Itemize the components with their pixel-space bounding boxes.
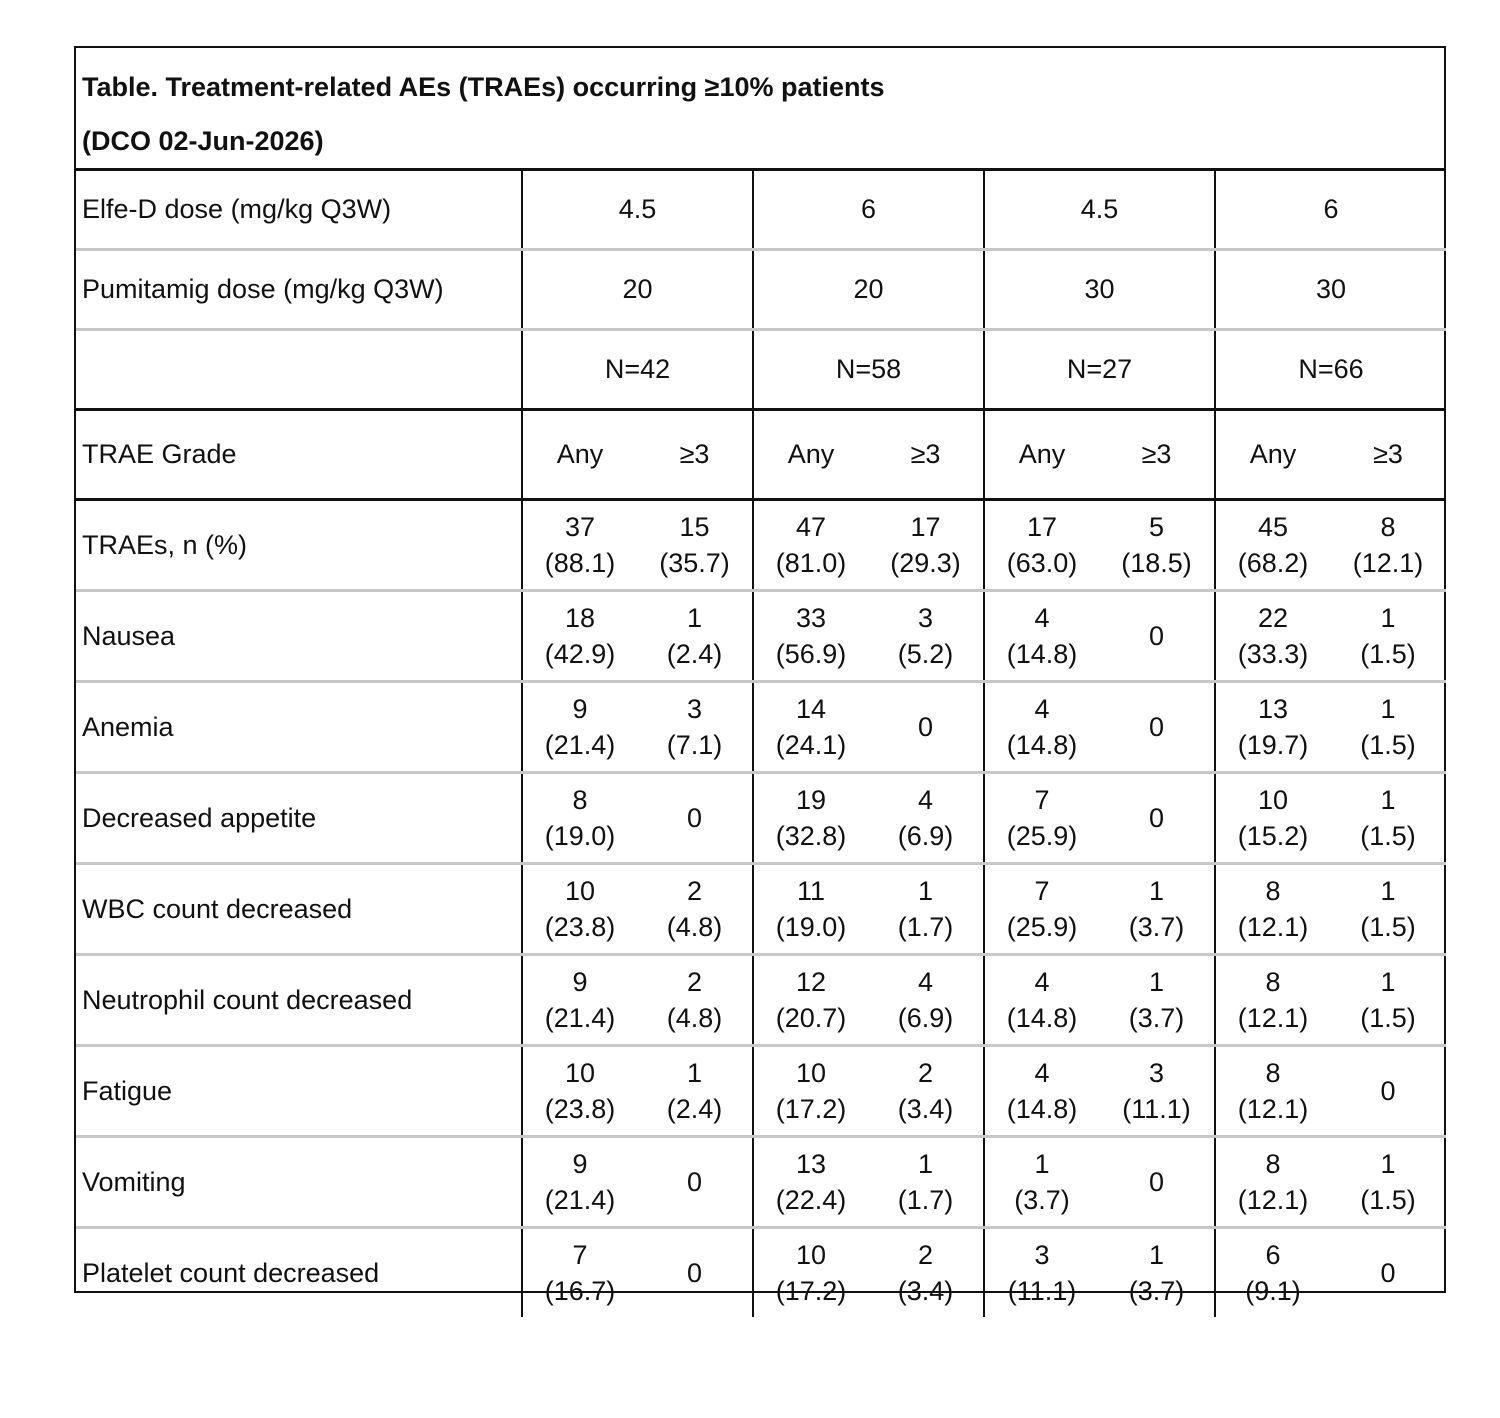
data-cell <box>868 864 984 955</box>
data-cell <box>1330 773 1446 864</box>
row-label: TRAEs, n (%) <box>76 500 522 591</box>
cell-count: 10 <box>564 1058 596 1088</box>
cell-count: 4 <box>1034 1058 1050 1088</box>
cell-count: 1 <box>917 876 934 906</box>
cell-count: 15 <box>679 512 710 542</box>
data-cell <box>522 500 637 591</box>
cell-count: 0 <box>686 1258 703 1288</box>
pumitamig-dose-1: 20 <box>522 250 753 330</box>
cell-count: 8 <box>1265 1149 1281 1179</box>
row-label: Vomiting <box>76 1137 522 1228</box>
data-cell <box>1099 591 1215 682</box>
data-cell <box>984 1228 1099 1318</box>
data-cell <box>1215 1137 1330 1228</box>
cell-percent: (6.9) <box>897 1003 954 1033</box>
data-cell <box>522 773 637 864</box>
data-cell <box>868 1228 984 1318</box>
cell-count: 0 <box>1148 712 1165 742</box>
cell-count: 1 <box>686 603 703 633</box>
cell-count: 11 <box>796 876 826 906</box>
data-cell <box>1215 1046 1330 1137</box>
n-value-2: N=58 <box>753 330 984 410</box>
table-row <box>76 682 1446 773</box>
data-cell <box>753 1228 868 1318</box>
data-cell <box>753 864 868 955</box>
grade-any: Any <box>522 410 637 500</box>
data-cell <box>1215 682 1330 773</box>
cell-percent: (11.1) <box>1122 1094 1191 1124</box>
cell-percent: (14.8) <box>1006 639 1078 669</box>
row-label: Nausea <box>76 591 522 682</box>
data-cell <box>637 591 753 682</box>
cell-count: 6 <box>1265 1240 1281 1270</box>
data-cell <box>984 955 1099 1046</box>
cell-count: 1 <box>1148 876 1165 906</box>
data-cell <box>1215 500 1330 591</box>
cell-percent: (12.1) <box>1237 1094 1309 1124</box>
cell-count: 1 <box>1380 967 1396 997</box>
cell-percent: (33.3) <box>1237 639 1309 669</box>
cell-count: 0 <box>1380 1076 1396 1106</box>
cell-percent: (3.7) <box>1128 1003 1185 1033</box>
cell-percent: (1.5) <box>1360 912 1416 942</box>
cell-percent: (1.5) <box>1360 730 1416 760</box>
table-row <box>76 864 1446 955</box>
cell-count: 1 <box>917 1149 934 1179</box>
data-cell <box>868 500 984 591</box>
cell-percent: (1.7) <box>897 912 954 942</box>
n-value-1: N=42 <box>522 330 753 410</box>
cell-percent: (11.1) <box>1007 1276 1077 1306</box>
data-cell <box>1099 1137 1215 1228</box>
cell-count: 4 <box>1034 967 1050 997</box>
data-cell <box>753 1137 868 1228</box>
cell-count: 47 <box>795 512 827 542</box>
cell-count: 7 <box>1034 785 1050 815</box>
cell-percent: (7.1) <box>666 730 723 760</box>
cell-count: 2 <box>917 1058 934 1088</box>
data-cell <box>1099 955 1215 1046</box>
data-cell <box>868 773 984 864</box>
cell-count: 10 <box>564 876 596 906</box>
cell-count: 0 <box>917 712 934 742</box>
cell-count: 7 <box>572 1240 588 1270</box>
cell-count: 1 <box>686 1058 703 1088</box>
n-value-4: N=66 <box>1215 330 1446 410</box>
table-row <box>76 1046 1446 1137</box>
elfe-dose-2: 6 <box>753 170 984 250</box>
data-cell <box>753 500 868 591</box>
row-label: Neutrophil count decreased <box>76 955 522 1046</box>
cell-count: 4 <box>917 967 934 997</box>
data-cell <box>753 773 868 864</box>
cell-count: 8 <box>572 785 588 815</box>
cell-percent: (14.8) <box>1006 1094 1078 1124</box>
data-cell <box>1330 682 1446 773</box>
cell-percent: (1.7) <box>897 1185 954 1215</box>
cell-count: 12 <box>795 967 827 997</box>
data-cell <box>753 1046 868 1137</box>
data-cell <box>522 1137 637 1228</box>
data-cell <box>637 1137 753 1228</box>
cell-percent: (1.5) <box>1360 821 1416 851</box>
elfe-dose-3: 4.5 <box>984 170 1215 250</box>
n-value-3: N=27 <box>984 330 1215 410</box>
cell-count: 1 <box>1380 694 1396 724</box>
cell-count: 10 <box>795 1240 827 1270</box>
cell-count: 14 <box>795 694 827 724</box>
data-cell <box>522 591 637 682</box>
cell-count: 19 <box>795 785 827 815</box>
title-line-2: (DCO 02-Jun-2026) <box>82 126 324 156</box>
cell-count: 1 <box>1380 785 1396 815</box>
cell-percent: (14.8) <box>1006 730 1078 760</box>
data-cell <box>522 682 637 773</box>
data-cell <box>984 1046 1099 1137</box>
pumitamig-dose-2: 20 <box>753 250 984 330</box>
grade-ge3: ≥3 <box>1099 410 1215 500</box>
cell-count: 0 <box>1148 803 1165 833</box>
cell-count: 2 <box>917 1240 934 1270</box>
cell-percent: (16.7) <box>544 1276 616 1306</box>
cell-count: 2 <box>686 876 703 906</box>
data-cell <box>753 955 868 1046</box>
trae-table-frame <box>74 46 1446 1306</box>
table-row <box>76 500 1446 591</box>
cell-percent: (3.4) <box>897 1276 954 1306</box>
data-cell <box>1099 864 1215 955</box>
cell-count: 7 <box>1034 876 1050 906</box>
cell-percent: (6.9) <box>897 821 954 851</box>
cell-percent: (68.2) <box>1237 548 1309 578</box>
cell-percent: (1.5) <box>1360 1003 1416 1033</box>
data-cell <box>637 1228 753 1318</box>
cell-percent: (42.9) <box>544 639 616 669</box>
row-label: Platelet count decreased <box>76 1228 522 1318</box>
table-row <box>76 591 1446 682</box>
cell-percent: (19.0) <box>544 821 616 851</box>
data-cell <box>984 591 1099 682</box>
data-cell <box>1330 1228 1446 1318</box>
cell-percent: (20.7) <box>775 1003 847 1033</box>
cell-count: 8 <box>1265 1058 1281 1088</box>
data-cell <box>1330 1137 1446 1228</box>
elfe-dose-1: 4.5 <box>522 170 753 250</box>
cell-count: 1 <box>1148 1240 1165 1270</box>
grade-any: Any <box>753 410 868 500</box>
data-cell <box>522 1228 637 1318</box>
cell-count: 8 <box>1265 876 1281 906</box>
table-title <box>76 48 1446 170</box>
cell-percent: (17.2) <box>775 1094 847 1124</box>
data-cell <box>522 1046 637 1137</box>
data-cell <box>1330 955 1446 1046</box>
cell-percent: (81.0) <box>775 548 847 578</box>
cell-count: 9 <box>572 967 588 997</box>
cell-percent: (4.8) <box>666 1003 723 1033</box>
cell-percent: (23.8) <box>544 912 616 942</box>
data-cell <box>984 1137 1099 1228</box>
data-cell <box>637 955 753 1046</box>
cell-percent: (24.1) <box>775 730 847 760</box>
data-cell <box>522 955 637 1046</box>
cell-count: 45 <box>1257 512 1289 542</box>
data-cell <box>868 1137 984 1228</box>
cell-percent: (3.7) <box>1128 1276 1185 1306</box>
data-cell <box>984 500 1099 591</box>
grade-ge3: ≥3 <box>637 410 753 500</box>
cell-count: 17 <box>1026 512 1058 542</box>
cell-count: 22 <box>1257 603 1289 633</box>
data-cell <box>1330 500 1446 591</box>
cell-count: 3 <box>1148 1058 1165 1088</box>
cell-percent: (32.8) <box>775 821 847 851</box>
data-cell <box>1330 864 1446 955</box>
data-cell <box>984 864 1099 955</box>
title-line-1: Table. Treatment-related AEs (TRAEs) occurring ≥10% patients <box>82 72 885 102</box>
elfe-dose-4: 6 <box>1215 170 1446 250</box>
cell-percent: (29.3) <box>890 548 961 578</box>
data-cell <box>1330 591 1446 682</box>
trae-grade-label: TRAE Grade <box>76 410 522 500</box>
cell-count: 13 <box>795 1149 827 1179</box>
cell-count: 1 <box>1380 603 1396 633</box>
elfe-dose-label: Elfe-D dose (mg/kg Q3W) <box>76 170 522 250</box>
cell-percent: (25.9) <box>1006 821 1078 851</box>
data-cell <box>868 1046 984 1137</box>
cell-count: 8 <box>1265 967 1281 997</box>
data-cell <box>1215 864 1330 955</box>
grade-any: Any <box>1215 410 1330 500</box>
cell-percent: (5.2) <box>897 639 954 669</box>
trae-table <box>76 48 1446 1317</box>
cell-count: 3 <box>1034 1240 1050 1270</box>
cell-percent: (63.0) <box>1006 548 1078 578</box>
cell-percent: (21.4) <box>544 730 616 760</box>
cell-percent: (3.4) <box>897 1094 954 1124</box>
data-cell <box>1099 773 1215 864</box>
data-cell <box>868 955 984 1046</box>
cell-count: 18 <box>564 603 596 633</box>
table-row <box>76 773 1446 864</box>
data-cell <box>1215 1228 1330 1318</box>
data-cell <box>868 682 984 773</box>
data-cell <box>637 682 753 773</box>
cell-percent: (12.1) <box>1237 1185 1309 1215</box>
row-label: WBC count decreased <box>76 864 522 955</box>
cell-percent: (1.5) <box>1360 639 1416 669</box>
cell-percent: (12.1) <box>1237 1003 1309 1033</box>
cell-percent: (19.0) <box>775 912 847 942</box>
data-cell <box>753 682 868 773</box>
cell-count: 1 <box>1380 1149 1396 1179</box>
cell-percent: (23.8) <box>544 1094 616 1124</box>
cell-count: 4 <box>917 785 934 815</box>
data-cell <box>637 864 753 955</box>
cell-count: 0 <box>686 1167 703 1197</box>
cell-count: 33 <box>795 603 827 633</box>
cell-percent: (14.8) <box>1006 1003 1078 1033</box>
grade-ge3: ≥3 <box>868 410 984 500</box>
cell-count: 5 <box>1148 512 1165 542</box>
cell-count: 4 <box>1034 694 1050 724</box>
cell-percent: (88.1) <box>544 548 616 578</box>
cell-percent: (35.7) <box>659 548 730 578</box>
cell-percent: (18.5) <box>1121 548 1192 578</box>
cell-count: 0 <box>1380 1258 1396 1288</box>
cell-percent: (15.2) <box>1237 821 1309 851</box>
cell-percent: (4.8) <box>666 912 723 942</box>
cell-percent: (2.4) <box>666 1094 723 1124</box>
cell-percent: (21.4) <box>544 1003 616 1033</box>
cell-count: 1 <box>1034 1149 1050 1179</box>
row-label: Fatigue <box>76 1046 522 1137</box>
cell-count: 1 <box>1380 876 1396 906</box>
data-cell <box>1099 1046 1215 1137</box>
table-row <box>76 1137 1446 1228</box>
grade-ge3: ≥3 <box>1330 410 1446 500</box>
data-cell <box>1215 591 1330 682</box>
cell-count: 0 <box>686 803 703 833</box>
cell-count: 3 <box>917 603 934 633</box>
grade-any: Any <box>984 410 1099 500</box>
cell-count: 3 <box>686 694 703 724</box>
pumitamig-dose-4: 30 <box>1215 250 1446 330</box>
data-cell <box>753 591 868 682</box>
cell-count: 37 <box>564 512 596 542</box>
data-cell <box>637 500 753 591</box>
pumitamig-dose-3: 30 <box>984 250 1215 330</box>
data-cell <box>522 864 637 955</box>
cell-count: 9 <box>572 694 588 724</box>
cell-percent: (9.1) <box>1245 1276 1301 1306</box>
cell-count: 9 <box>572 1149 588 1179</box>
data-cell <box>1330 1046 1446 1137</box>
cell-percent: (19.7) <box>1237 730 1309 760</box>
data-cell <box>868 591 984 682</box>
cell-count: 17 <box>910 512 941 542</box>
cell-count: 10 <box>795 1058 827 1088</box>
row-label: Anemia <box>76 682 522 773</box>
cell-percent: (17.2) <box>775 1276 847 1306</box>
cell-percent: (22.4) <box>775 1185 847 1215</box>
data-cell <box>984 682 1099 773</box>
data-cell <box>1099 1228 1215 1318</box>
cell-percent: (12.1) <box>1352 548 1424 578</box>
cell-percent: (3.7) <box>1014 1185 1070 1215</box>
row-label: Decreased appetite <box>76 773 522 864</box>
cell-count: 13 <box>1257 694 1289 724</box>
data-cell <box>1099 682 1215 773</box>
data-cell <box>637 773 753 864</box>
cell-percent: (2.4) <box>666 639 723 669</box>
cell-percent: (56.9) <box>775 639 847 669</box>
cell-percent: (12.1) <box>1237 912 1309 942</box>
data-cell <box>637 1046 753 1137</box>
data-cell <box>984 773 1099 864</box>
cell-count: 2 <box>686 967 703 997</box>
pumitamig-dose-label: Pumitamig dose (mg/kg Q3W) <box>76 250 522 330</box>
cell-count: 10 <box>1257 785 1289 815</box>
cell-percent: (3.7) <box>1128 912 1185 942</box>
data-cell <box>1215 955 1330 1046</box>
cell-percent: (21.4) <box>544 1185 616 1215</box>
cell-percent: (25.9) <box>1006 912 1078 942</box>
data-cell <box>1215 773 1330 864</box>
cell-count: 8 <box>1380 512 1396 542</box>
cell-count: 0 <box>1148 621 1165 651</box>
cell-percent: (1.5) <box>1360 1185 1416 1215</box>
cell-count: 0 <box>1148 1167 1165 1197</box>
data-cell <box>1099 500 1215 591</box>
table-row <box>76 955 1446 1046</box>
n-label-empty <box>76 330 522 410</box>
cell-count: 1 <box>1148 967 1165 997</box>
table-row <box>76 1228 1446 1318</box>
cell-count: 4 <box>1034 603 1050 633</box>
